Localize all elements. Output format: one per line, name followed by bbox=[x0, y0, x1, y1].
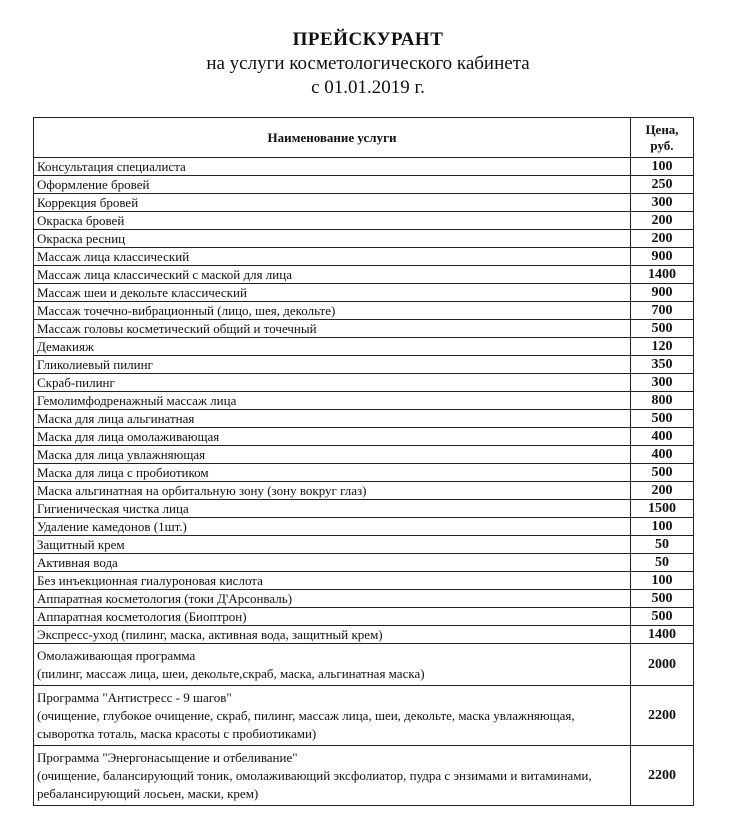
program-cell bbox=[34, 686, 631, 746]
table-row bbox=[34, 266, 694, 284]
table-row bbox=[34, 392, 694, 410]
table-row bbox=[34, 248, 694, 266]
service-name: Скраб-пилинг bbox=[34, 374, 631, 392]
service-price: 1500 bbox=[631, 500, 694, 518]
program-row bbox=[34, 686, 694, 746]
service-name: Гемолимфодренажный массаж лица bbox=[34, 392, 631, 410]
table-row bbox=[34, 338, 694, 356]
service-price: 120 bbox=[631, 338, 694, 356]
service-price: 250 bbox=[631, 176, 694, 194]
service-price: 500 bbox=[631, 590, 694, 608]
program-price: 2200 bbox=[631, 686, 694, 746]
service-name: Маска альгинатная на орбитальную зону (зону вокруг глаз) bbox=[34, 482, 631, 500]
table-row bbox=[34, 554, 694, 572]
table-row bbox=[34, 482, 694, 500]
program-cell bbox=[34, 644, 631, 686]
table-header-row bbox=[34, 118, 694, 158]
table-row bbox=[34, 446, 694, 464]
table-row bbox=[34, 518, 694, 536]
document-subtitle: на услуги косметологического кабинета bbox=[206, 53, 530, 74]
service-price: 200 bbox=[631, 482, 694, 500]
table-row bbox=[34, 194, 694, 212]
table-row bbox=[34, 158, 694, 176]
service-name: Окраска бровей bbox=[34, 212, 631, 230]
service-price: 200 bbox=[631, 230, 694, 248]
table-row bbox=[34, 374, 694, 392]
service-name: Демакияж bbox=[34, 338, 631, 356]
document-header bbox=[0, 28, 736, 100]
table-row bbox=[34, 626, 694, 644]
program-description: (очищение, балансирующий тоник, омолаживающий эксфолиатор, пудра с энзимами и витаминами, ребалансирующий лосьен, маски, крем) bbox=[37, 768, 592, 801]
service-name: Массаж головы косметический общий и точечный bbox=[34, 320, 631, 338]
service-name: Массаж лица классический с маской для лица bbox=[34, 266, 631, 284]
service-price: 50 bbox=[631, 536, 694, 554]
table-row bbox=[34, 464, 694, 482]
service-price: 500 bbox=[631, 320, 694, 338]
service-name: Удаление камедонов (1шт.) bbox=[34, 518, 631, 536]
service-price: 400 bbox=[631, 428, 694, 446]
program-description: (пилинг, массаж лица, шеи, декольте,скраб, маска, альгинатная маска) bbox=[37, 666, 425, 681]
service-name: Маска для лица увлажняющая bbox=[34, 446, 631, 464]
service-name: Без инъекционная гиалуроновая кислота bbox=[34, 572, 631, 590]
service-name: Маска для лица с пробиотиком bbox=[34, 464, 631, 482]
service-price: 800 bbox=[631, 392, 694, 410]
service-price: 300 bbox=[631, 194, 694, 212]
service-name: Маска для лица омолаживающая bbox=[34, 428, 631, 446]
program-cell bbox=[34, 746, 631, 806]
program-row bbox=[34, 644, 694, 686]
program-row bbox=[34, 746, 694, 806]
table-row bbox=[34, 608, 694, 626]
service-name: Оформление бровей bbox=[34, 176, 631, 194]
service-price: 900 bbox=[631, 284, 694, 302]
table-row bbox=[34, 590, 694, 608]
effective-date: с 01.01.2019 г. bbox=[311, 77, 425, 98]
service-price: 100 bbox=[631, 572, 694, 590]
service-price: 350 bbox=[631, 356, 694, 374]
service-price: 500 bbox=[631, 608, 694, 626]
service-price: 100 bbox=[631, 158, 694, 176]
table-row bbox=[34, 536, 694, 554]
price-table-body bbox=[34, 158, 694, 806]
table-row bbox=[34, 428, 694, 446]
service-name: Консультация специалиста bbox=[34, 158, 631, 176]
table-row bbox=[34, 176, 694, 194]
service-price: 200 bbox=[631, 212, 694, 230]
service-price: 300 bbox=[631, 374, 694, 392]
service-name: Массаж шеи и декольте классический bbox=[34, 284, 631, 302]
service-name: Гликолиевый пилинг bbox=[34, 356, 631, 374]
service-name: Гигиеническая чистка лица bbox=[34, 500, 631, 518]
document-title: ПРЕЙСКУРАНТ bbox=[292, 29, 444, 50]
service-name: Массаж лица классический bbox=[34, 248, 631, 266]
table-row bbox=[34, 410, 694, 428]
service-price: 500 bbox=[631, 410, 694, 428]
table-row bbox=[34, 320, 694, 338]
service-name: Аппаратная косметология (токи Д'Арсонваль) bbox=[34, 590, 631, 608]
service-price: 500 bbox=[631, 464, 694, 482]
service-price: 100 bbox=[631, 518, 694, 536]
service-name: Массаж точечно-вибрационный (лицо, шея, декольте) bbox=[34, 302, 631, 320]
table-row bbox=[34, 230, 694, 248]
table-row bbox=[34, 284, 694, 302]
table-row bbox=[34, 356, 694, 374]
program-title: Программа "Энергонасыщение и отбеливание" bbox=[37, 750, 298, 765]
service-name: Аппаратная косметология (Биоптрон) bbox=[34, 608, 631, 626]
table-row bbox=[34, 302, 694, 320]
table-row bbox=[34, 572, 694, 590]
table-row bbox=[34, 212, 694, 230]
service-name: Маска для лица альгинатная bbox=[34, 410, 631, 428]
program-price: 2000 bbox=[631, 644, 694, 686]
service-price: 1400 bbox=[631, 626, 694, 644]
column-header-price: Цена, руб. bbox=[631, 118, 694, 158]
service-name: Экспресс-уход (пилинг, маска, активная вода, защитный крем) bbox=[34, 626, 631, 644]
service-price: 1400 bbox=[631, 266, 694, 284]
program-title: Программа "Антистресс - 9 шагов" bbox=[37, 690, 232, 705]
service-name: Активная вода bbox=[34, 554, 631, 572]
program-title: Омолаживающая программа bbox=[37, 648, 196, 663]
program-description: (очищение, глубокое очищение, скраб, пилинг, массаж лица, шеи, декольте, маска увлажняющая, сыворотка тоталь, маска красоты с пробиотиками) bbox=[37, 708, 575, 741]
price-table bbox=[33, 117, 694, 806]
table-row bbox=[34, 500, 694, 518]
service-price: 400 bbox=[631, 446, 694, 464]
service-name: Окраска ресниц bbox=[34, 230, 631, 248]
service-name: Защитный крем bbox=[34, 536, 631, 554]
program-price: 2200 bbox=[631, 746, 694, 806]
service-price: 50 bbox=[631, 554, 694, 572]
service-name: Коррекция бровей bbox=[34, 194, 631, 212]
column-header-service: Наименование услуги bbox=[34, 118, 631, 158]
service-price: 700 bbox=[631, 302, 694, 320]
service-price: 900 bbox=[631, 248, 694, 266]
